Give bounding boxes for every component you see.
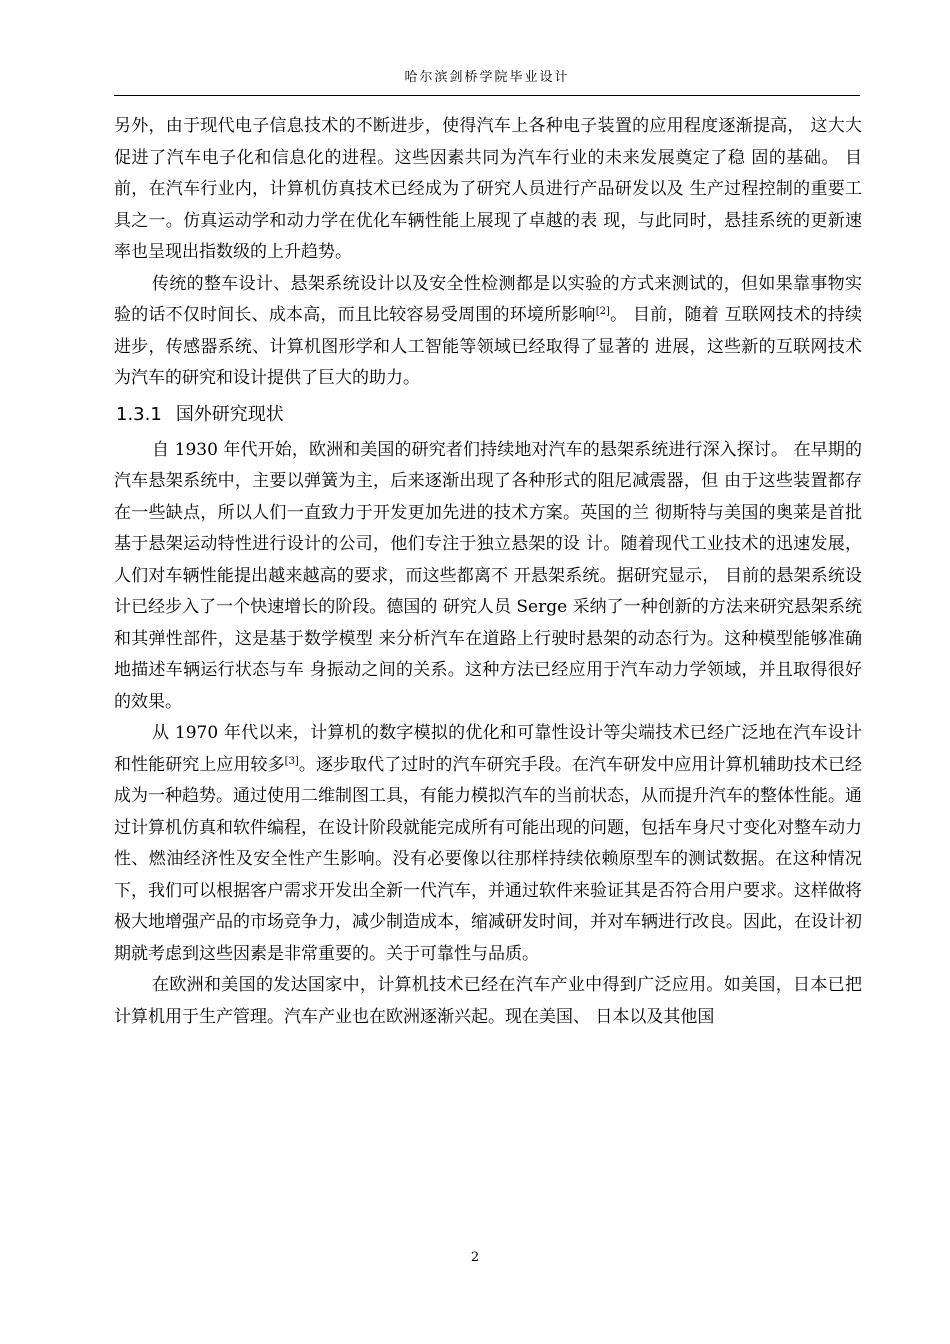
paragraph-2-text-a: 传统的整车设计、悬架系统设计以及安全性检测都是以实验的方式来测试的，但如果靠事物实验的话不仅时间长、成本高，而且比较容易受周围的环境所影响 [114,273,862,325]
paragraph-2 [114,269,862,395]
citation-2: [2] [595,306,610,317]
section-title: 国外研究现状 [175,403,284,425]
section-heading [116,399,862,431]
paragraph-1: 另外，由于现代电子信息技术的不断进步，使得汽车上各种电子装置的应用程度逐渐提高， 这大大促进了汽车电子化和信息化的进程。这些因素共同为汽车行业的未来发展奠定了稳 固的基础。 目前，在汽车行业内，计算机仿真技术已经成为了研究人员进行产品研发以及 生产过程控制的重要工具之一。仿真运动学和动力学在优化车辆性能上展现了卓越的表 现，与此同时，悬挂系统的更新速率也呈现出指数级的上升趋势。 [114,116,862,262]
paragraph-3: 自 1930 年代开始，欧洲和美国的研究者们持续地对汽车的悬架系统进行深入探讨。 在早期的汽车悬架系统中，主要以弹簧为主，后来逐渐出现了各种形式的阻尼减震器，但 由于这些装置都存在一些缺点，所以人们一直致力于开发更加先进的技术方案。英国的兰 彻斯特与美国的奥莱是首批基于悬架运动特性进行设计的公司，他们专注于独立悬架的设 计。随着现代工业技术的迅速发展，人们对车辆性能提出越来越高的要求，而这些都离不 开悬架系统。据研究显示， 目前的悬架系统设计已经步入了一个快速增长的阶段。德国的 研究人员 Serge 采纳了一种创新的方法来研究悬架系统和其弹性部件，这是基于数学模型 来分析汽车在道路上行驶时悬架的动态行为。这种模型能够准确地描述车辆运行状态与车 身振动之间的关系。这种方法已经应用于汽车动力学领域，并且取得很好的效果。 [114,439,862,712]
paragraph-4-text-a: 从 1970 年代以来，计算机的数字模拟的优化和可靠性设计等尖端技术已经广泛地在汽车设计和性能研究上应用较多 [114,723,862,775]
paragraph-4 [114,718,862,970]
citation-3: [3] [284,755,299,767]
page-number: 2 [470,1250,480,1265]
page-header: 哈尔滨剑桥学院毕业设计 [404,70,570,85]
header-rule [114,95,860,96]
section-number: 1.3.1 [116,403,162,425]
paragraph-2-text-b: 。 目前，随着 互联网技术的持续进步，传感器系统、计算机图形学和人工智能等领域已经取得了显著的 进展，这些新的互联网技术为汽车的研究和设计提供了巨大的助力。 [114,305,863,388]
paragraph-4-text-b: 。逐步取代了过时的汽车研究手段。在汽车研发中应用计算机辅助技术已经成为一种趋势。通过使用二维制图工具，有能力模拟汽车的当前状态，从而提升汽车的整体性能。通过计算机仿真和软件编程，在设计阶段就能完成所有可能出现的问题，包括车身尺寸变化对整车动力性、燃油经济性及安全性产生影响。没有必要像以往那样持续依赖原型车的测试数据。在这种情况下，我们可以根据客户需求开发出全新一代汽车，并通过软件来验证其是否符合用户要求。这样做将极大地增强产品的市场竞争力，减少制造成本，缩减研发时间，并对车辆进行改良。因此，在设计初期就考虑到这些因素是非常重要的。关于可靠性与品质。 [114,754,863,964]
page-body [114,111,862,1033]
paragraph-5: 在欧洲和美国的发达国家中，计算机技术已经在汽车产业中得到广泛应用。如美国，日本已把计算机用于生产管理。汽车产业也在欧洲逐渐兴起。现在美国、 日本以及其他国 [114,975,862,1027]
